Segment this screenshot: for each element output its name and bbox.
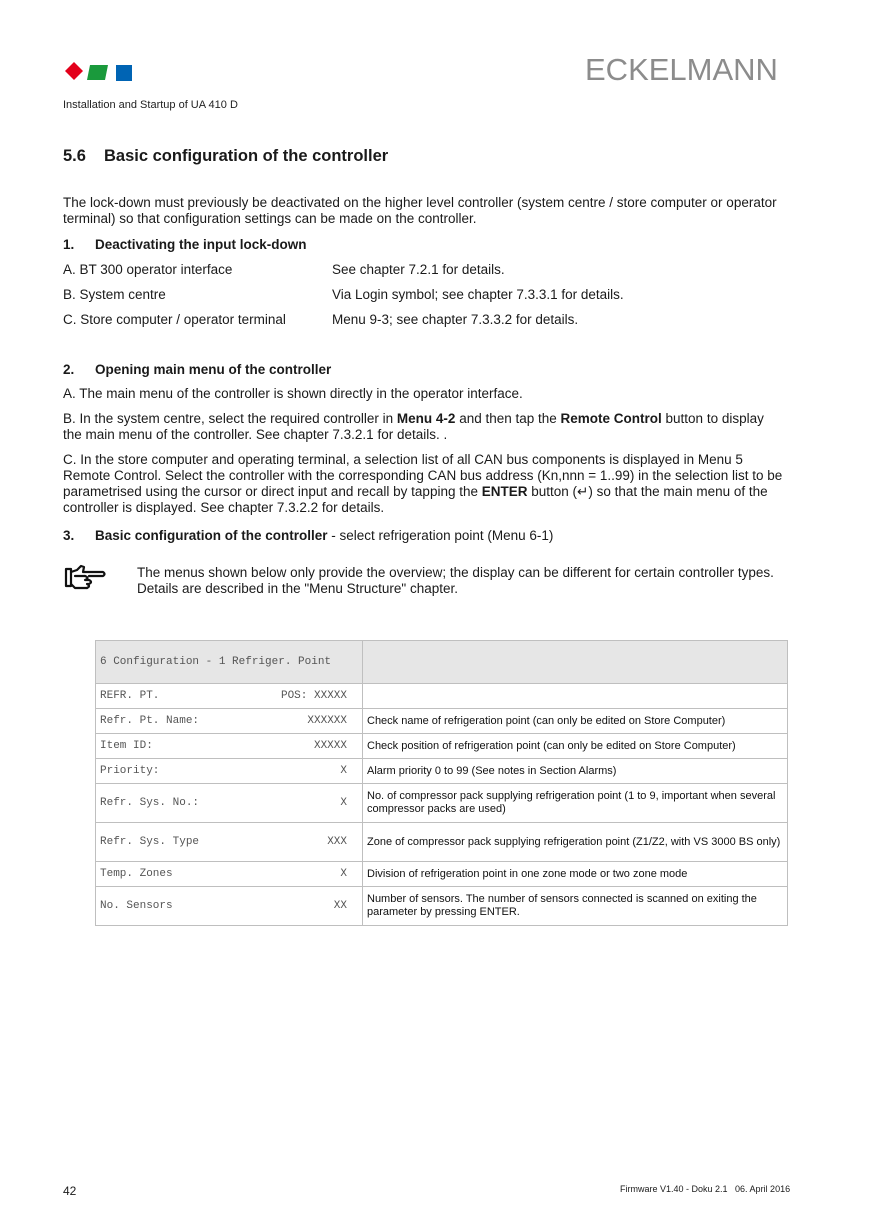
intro-paragraph: The lock-down must previously be deactivated on the higher level controller (system centre / store computer or operator terminal) so that configuration settings can be made on the controller. bbox=[63, 195, 777, 226]
step2-b-button-name: Remote Control bbox=[560, 411, 662, 426]
step1-row-b-value: Via Login symbol; see chapter 7.3.3.1 for details. bbox=[332, 287, 624, 302]
step2-c-enter: ENTER bbox=[481, 484, 528, 499]
row-description: Check position of refrigeration point (can only be edited on Store Computer) bbox=[363, 734, 788, 759]
footer-info: Firmware V1.40 - Doku 2.1 06. April 2016 bbox=[620, 1184, 791, 1194]
row-label: Item ID: bbox=[100, 740, 153, 752]
row-value: X bbox=[340, 765, 347, 777]
page-number: 42 bbox=[63, 1184, 77, 1198]
table-row bbox=[96, 887, 788, 926]
section-number: 5.6 bbox=[63, 147, 86, 165]
step3-heading bbox=[63, 528, 553, 543]
row-label: Temp. Zones bbox=[100, 868, 173, 880]
table-row bbox=[96, 759, 788, 784]
step2-heading bbox=[63, 362, 331, 377]
row-value: X bbox=[340, 868, 347, 880]
row-label: No. Sensors bbox=[100, 900, 173, 912]
step1-heading bbox=[63, 237, 307, 252]
row-description: Division of refrigeration point in one zone mode or two zone mode bbox=[363, 862, 788, 887]
document-subtitle: Installation and Startup of UA 410 D bbox=[63, 99, 238, 111]
row-value: POS: XXXXX bbox=[280, 690, 347, 702]
table-row bbox=[96, 784, 788, 823]
step2-c-text-2: button (↵) so that the main menu of the controller is displayed. See chapter 7.3.2.2 for details. bbox=[63, 484, 768, 515]
step2-b-menu: Menu 4-2 bbox=[396, 411, 456, 426]
step2-paragraph-b bbox=[63, 411, 778, 443]
row-description: Alarm priority 0 to 99 (See notes in Section Alarms) bbox=[363, 759, 788, 784]
step2-paragraph-a: A. The main menu of the controller is shown directly in the operator interface. bbox=[63, 386, 523, 401]
row-description bbox=[363, 684, 788, 709]
brand-name: ECKELMANN bbox=[585, 52, 778, 87]
table-row bbox=[96, 684, 788, 709]
step1-title: Deactivating the input lock-down bbox=[95, 237, 307, 252]
row-description: No. of compressor pack supplying refrigeration point (1 to 9, important when several compressor packs are used) bbox=[363, 784, 788, 823]
table-header-title: 6 Configuration - 1 Refriger. Point bbox=[96, 641, 363, 684]
row-label: Refr. Sys. No.: bbox=[100, 797, 200, 809]
step1-row-c-value: Menu 9-3; see chapter 7.3.3.2 for details. bbox=[332, 312, 579, 327]
row-description: Number of sensors. The number of sensors connected is scanned on exiting the parameter by pressing ENTER. bbox=[363, 887, 788, 926]
row-value: X bbox=[340, 797, 347, 809]
step3-title: Basic configuration of the controller bbox=[95, 528, 328, 543]
row-description: Zone of compressor pack supplying refrigeration point (Z1/Z2, with VS 3000 BS only) bbox=[363, 823, 788, 862]
step2-b-text-2: and then tap the bbox=[455, 411, 561, 426]
table-row bbox=[96, 823, 788, 862]
logo-blue-square bbox=[116, 65, 132, 81]
step2-paragraph-c bbox=[63, 452, 789, 516]
table-header-row bbox=[96, 641, 788, 684]
step2-c-text-1: C. In the store computer and operating terminal, a selection list of all CAN bus components is displayed in Menu 5 Remote Control. Select the controller with the corresponding CAN bus address (Kn,nnn = 1..99) in the selection list to be parametrised using the cursor or direct input and recall by tapping the bbox=[63, 452, 783, 499]
step2-number: 2. bbox=[63, 362, 75, 377]
step3-number: 3. bbox=[63, 528, 75, 543]
step1-row-a-label: A. BT 300 operator interface bbox=[63, 262, 233, 277]
configuration-table bbox=[95, 640, 788, 926]
step2-b-text-3: button to display the main menu of the controller. See chapter 7.3.2.1 for details. . bbox=[63, 411, 764, 442]
logo-red-diamond bbox=[65, 62, 83, 80]
step2-b-text-1: B. In the system centre, select the required controller in bbox=[63, 411, 397, 426]
row-value: XXXXXX bbox=[307, 715, 347, 727]
step1-row-c bbox=[63, 312, 578, 327]
row-value: XXX bbox=[327, 836, 347, 848]
table-header-blank bbox=[363, 641, 788, 684]
row-label: Priority: bbox=[100, 765, 160, 777]
pointing-hand-icon bbox=[63, 564, 107, 594]
eckelmann-logo-icon bbox=[63, 58, 138, 84]
section-title: Basic configuration of the controller bbox=[104, 147, 389, 165]
step1-number: 1. bbox=[63, 237, 75, 252]
step1-row-b-label: B. System centre bbox=[63, 287, 166, 302]
logo-green-parallelogram bbox=[87, 65, 108, 80]
step3-rest: - select refrigeration point (Menu 6-1) bbox=[327, 528, 554, 543]
row-value: XX bbox=[333, 900, 347, 912]
table-row bbox=[96, 709, 788, 734]
step2-title: Opening main menu of the controller bbox=[95, 362, 332, 377]
row-label: REFR. PT. bbox=[100, 690, 160, 702]
step1-row-c-label: C. Store computer / operator terminal bbox=[63, 312, 286, 327]
row-description: Check name of refrigeration point (can only be edited on Store Computer) bbox=[363, 709, 788, 734]
table-row bbox=[96, 734, 788, 759]
note-text: The menus shown below only provide the overview; the display can be different for certain controller types. Details are described in the "Menu Structure" chapter. bbox=[137, 565, 774, 596]
step1-row-a-value: See chapter 7.2.1 for details. bbox=[332, 262, 505, 277]
row-value: XXXXX bbox=[313, 740, 347, 752]
step1-row-a bbox=[63, 262, 505, 277]
section-heading bbox=[63, 147, 388, 166]
step1-row-b bbox=[63, 287, 624, 302]
row-label: Refr. Sys. Type bbox=[100, 836, 200, 848]
row-label: Refr. Pt. Name: bbox=[100, 715, 200, 727]
table-row bbox=[96, 862, 788, 887]
